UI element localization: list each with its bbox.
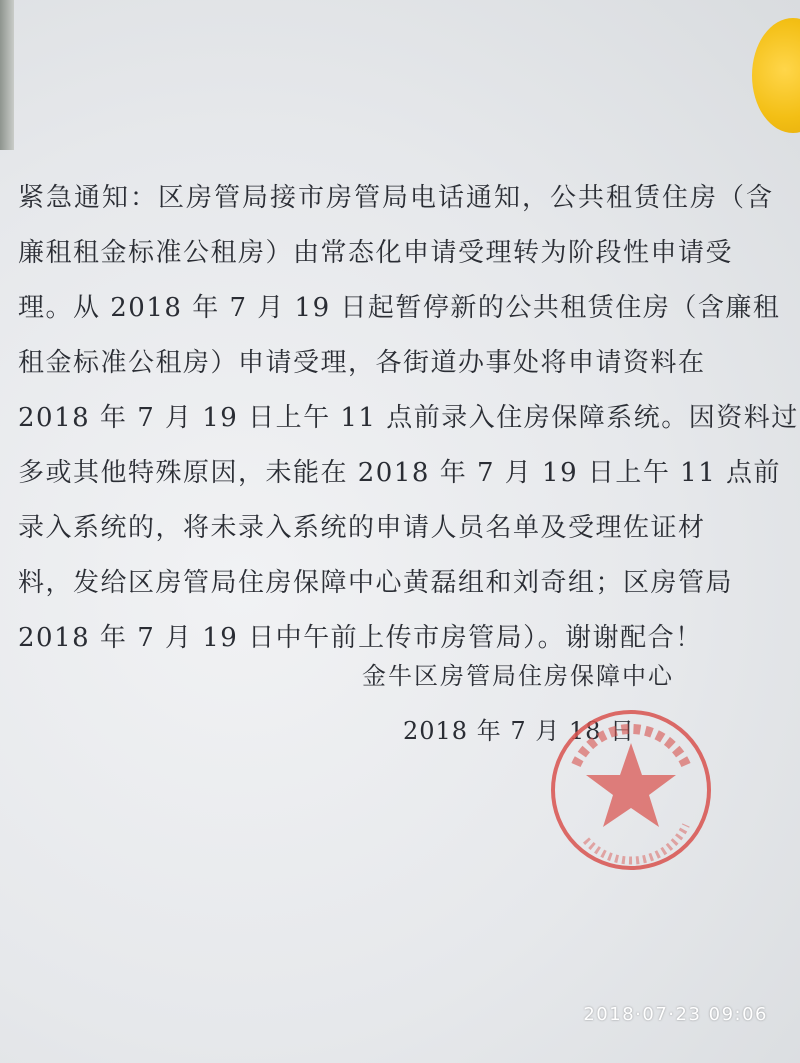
notice-line: 理。从 2018 年 7 月 19 日起暂停新的公共租赁住房（含廉租 (18, 293, 781, 323)
notice-line: 租金标准公租房）申请受理，各街道办事处将申请资料在 (18, 348, 706, 378)
issue-date: 2018 年 7 月 18 日 (403, 717, 636, 745)
issuer-signature: 金牛区房管局住房保障中心 (362, 662, 674, 690)
official-seal-stamp (546, 705, 716, 875)
notice-line: 多或其他特殊原因，未能在 2018 年 7 月 19 日上午 11 点前 (18, 458, 781, 488)
notice-line: 紧急通知：区房管局接市房管局电话通知，公共租赁住房（含 (18, 183, 775, 213)
notice-line: 录入系统的，将未录入系统的申请人员名单及受理佐证材 (18, 513, 706, 543)
yellow-object (752, 18, 800, 133)
notice-line: 2018 年 7 月 19 日中午前上传市房管局）。谢谢配合！ (18, 623, 703, 653)
notice-line: 料，发给区房管局住房保障中心黄磊组和刘奇组；区房管局 (18, 568, 734, 598)
notice-line: 廉租租金标准公租房）由常态化申请受理转为阶段性申请受 (18, 238, 734, 268)
notice-line: 2018 年 7 月 19 日上午 11 点前录入住房保障系统。因资料过 (18, 403, 799, 433)
notice-body (18, 178, 799, 673)
photo-edge-left (0, 0, 14, 150)
photo-timestamp: 2018·07·23 09:06 (583, 1004, 768, 1025)
